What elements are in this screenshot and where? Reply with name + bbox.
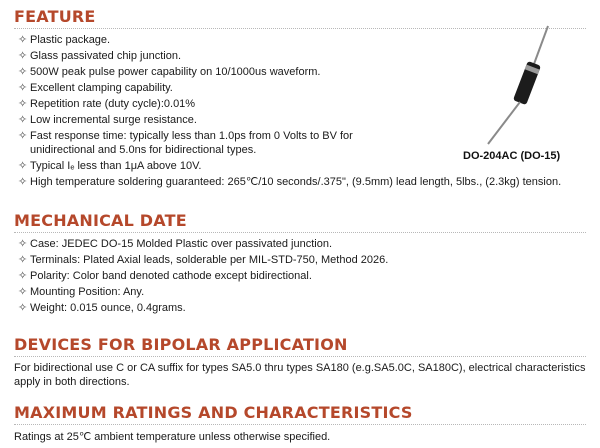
feature-item: ✧ Typical Iₑ less than 1μA above 10V. bbox=[18, 160, 202, 172]
four-point-star-icon: ✧ bbox=[18, 66, 28, 78]
diode-caption: DO-204AC (DO-15) bbox=[463, 150, 561, 162]
bipolar-heading: DEVICES FOR BIPOLAR APPLICATION bbox=[14, 335, 348, 354]
four-point-star-icon: ✧ bbox=[18, 302, 28, 314]
four-point-star-icon: ✧ bbox=[18, 114, 28, 126]
diode-diagram bbox=[470, 20, 590, 150]
ratings-divider bbox=[14, 424, 586, 425]
diode-lead-top bbox=[534, 26, 548, 64]
four-point-star-icon: ✧ bbox=[18, 34, 28, 46]
four-point-star-icon: ✧ bbox=[18, 176, 28, 188]
feature-item: ✧ Fast response time: typically less than 1.0ps from 0 Volts to BV for bbox=[18, 130, 353, 142]
feature-item: ✧ Low incremental surge resistance. bbox=[18, 114, 197, 126]
feature-item: ✧ 500W peak pulse power capability on 10/1000us waveform. bbox=[18, 66, 321, 78]
mechanical-item: ✧ Terminals: Plated Axial leads, solderable per MIL-STD-750, Method 2026. bbox=[18, 254, 389, 266]
four-point-star-icon: ✧ bbox=[18, 270, 28, 282]
mechanical-item: ✧ Mounting Position: Any. bbox=[18, 286, 145, 298]
bipolar-paragraph: For bidirectional use C or CA suffix for types SA5.0 thru types SA180 (e.g.SA5.0C, SA180C), electrical characteristics apply in both directions. bbox=[14, 362, 586, 388]
four-point-star-icon: ✧ bbox=[18, 160, 28, 172]
bipolar-divider bbox=[14, 356, 586, 357]
four-point-star-icon: ✧ bbox=[18, 130, 28, 142]
mechanical-item: ✧ Case: JEDEC DO-15 Molded Plastic over passivated junction. bbox=[18, 238, 333, 250]
feature-item: ✧ Glass passivated chip junction. bbox=[18, 50, 182, 62]
feature-item: ✧ Repetition rate (duty cycle):0.01% bbox=[18, 98, 196, 110]
four-point-star-icon: ✧ bbox=[18, 50, 28, 62]
four-point-star-icon: ✧ bbox=[18, 238, 28, 250]
mechanical-divider bbox=[14, 232, 586, 233]
mechanical-heading: MECHANICAL DATE bbox=[14, 211, 187, 230]
feature-item: ✧ Excellent clamping capability. bbox=[18, 82, 173, 94]
four-point-star-icon: ✧ bbox=[18, 286, 28, 298]
feature-heading: FEATURE bbox=[14, 7, 96, 26]
ratings-paragraph: Ratings at 25℃ ambient temperature unless otherwise specified. bbox=[14, 431, 331, 443]
mechanical-item: ✧ Weight: 0.015 ounce, 0.4grams. bbox=[18, 302, 186, 314]
mechanical-item: ✧ Polarity: Color band denoted cathode except bidirectional. bbox=[18, 270, 312, 282]
four-point-star-icon: ✧ bbox=[18, 82, 28, 94]
four-point-star-icon: ✧ bbox=[18, 98, 28, 110]
diode-lead-bottom bbox=[488, 102, 520, 144]
feature-item: ✧ Plastic package. bbox=[18, 34, 111, 46]
four-point-star-icon: ✧ bbox=[18, 254, 28, 266]
ratings-heading: MAXIMUM RATINGS AND CHARACTERISTICS bbox=[14, 403, 413, 422]
feature-item-continuation: unidirectional and 5.0ns for bidirectional types. bbox=[30, 144, 257, 156]
feature-item: ✧ High temperature soldering guaranteed: 265℃/10 seconds/.375", (9.5mm) lead length, 5lbs., (2.3kg) tension. bbox=[18, 176, 562, 188]
